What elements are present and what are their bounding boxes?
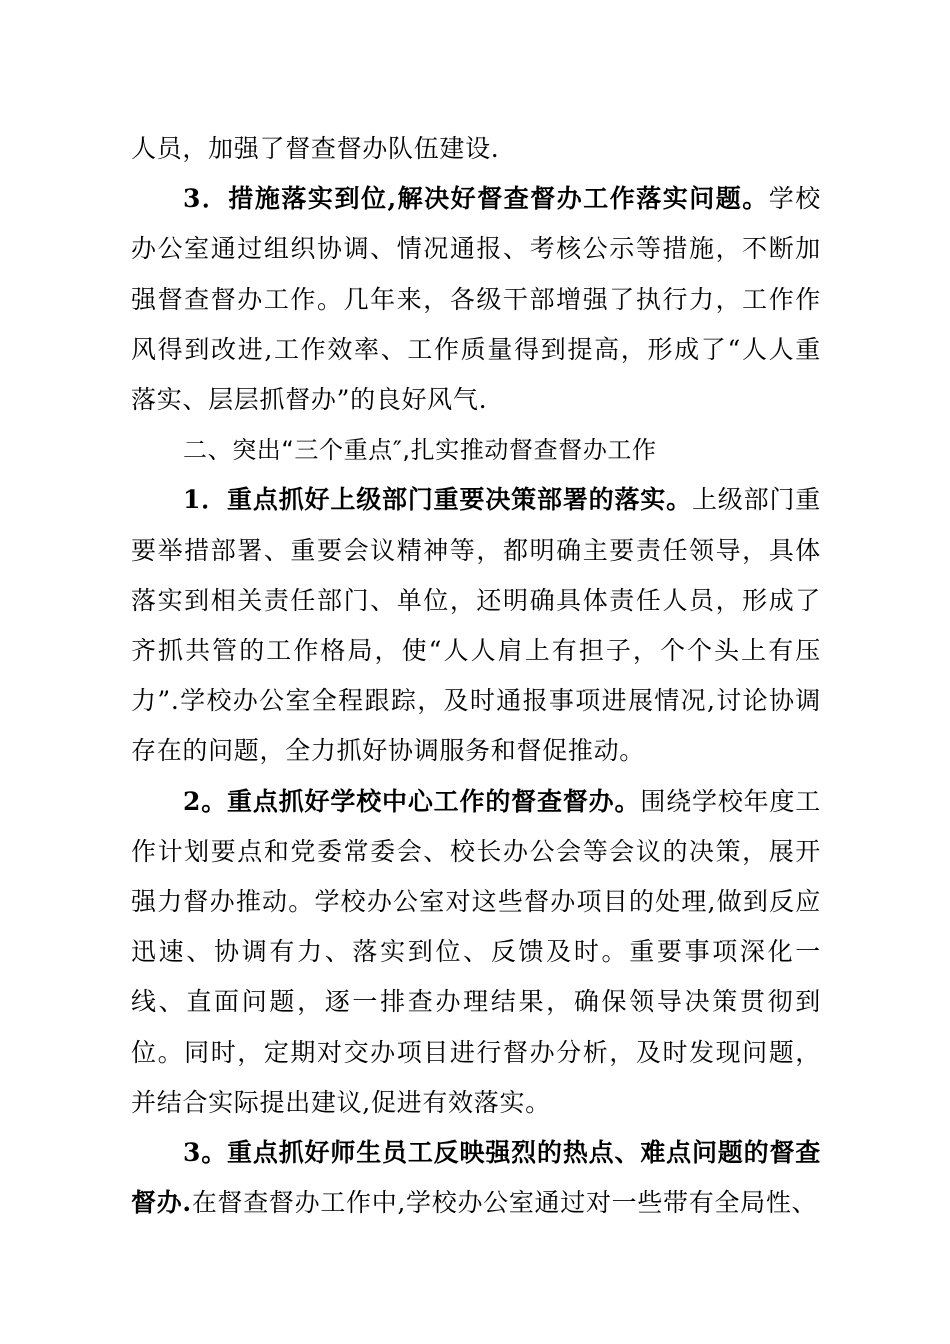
section-heading [131,425,821,475]
paragraph-point-2 [131,777,821,1128]
paragraph-lead: 3。重点抓好师生员工反映强烈的热点、难点问题的督查督办. [131,1138,821,1218]
paragraph-text: 在督查督办工作中,学校办公室通过对一些带有全局性、 [191,1188,818,1218]
paragraph-lead: 1．重点抓好上级部门重要决策部署的落实。 [183,485,692,515]
document-body [131,124,821,1228]
paragraph-lead: 3．措施落实到位,解决好督查督办工作落实问题。 [183,184,769,214]
paragraph-text: 上级部门重要举措部署、重要会议精神等，都明确主要责任领导，具体落实到相关责任部门、单位，还明确具体责任人员，形成了齐抓共管的工作格局，使“人人肩上有担子，个个头上有压力”.学校办公室全程跟踪，及时通报事项进展情况,讨论协调存在的问题，全力抓好协调服务和督促推动。 [131,485,821,766]
paragraph-measures [131,174,821,425]
section-heading-text: 二、突出“三个重点″,扎实推动督查督办工作 [183,436,657,465]
paragraph-point-1 [131,475,821,776]
paragraph-text: 学校办公室通过组织协调、情况通报、考核公示等措施，不断加强督查督办工作。几年来，各级干部增强了执行力，工作作风得到改进,工作效率、工作质量得到提高，形成了“人人重落实、层层抓督办”的良好风气. [131,184,822,415]
paragraph-continuation [131,124,821,174]
paragraph-point-3 [131,1128,821,1228]
paragraph-lead: 2。重点抓好学校中心工作的督查督办。 [183,786,641,816]
paragraph-text: 人员，加强了督查督办队伍建设. [131,134,500,163]
paragraph-text: 围绕学校年度工作计划要点和党委常委会、校长办公会等会议的决策，展开强力督办推动。学校办公室对这些督办项目的处理,做到反应迅速、协调有力、落实到位、反馈及时。重要事项深化一线、直面问题，逐一排查办理结果，确保领导决策贯彻到位。同时，定期对交办项目进行督办分析，及时发现问题，并结合实际提出建议,促进有效落实。 [131,786,822,1117]
